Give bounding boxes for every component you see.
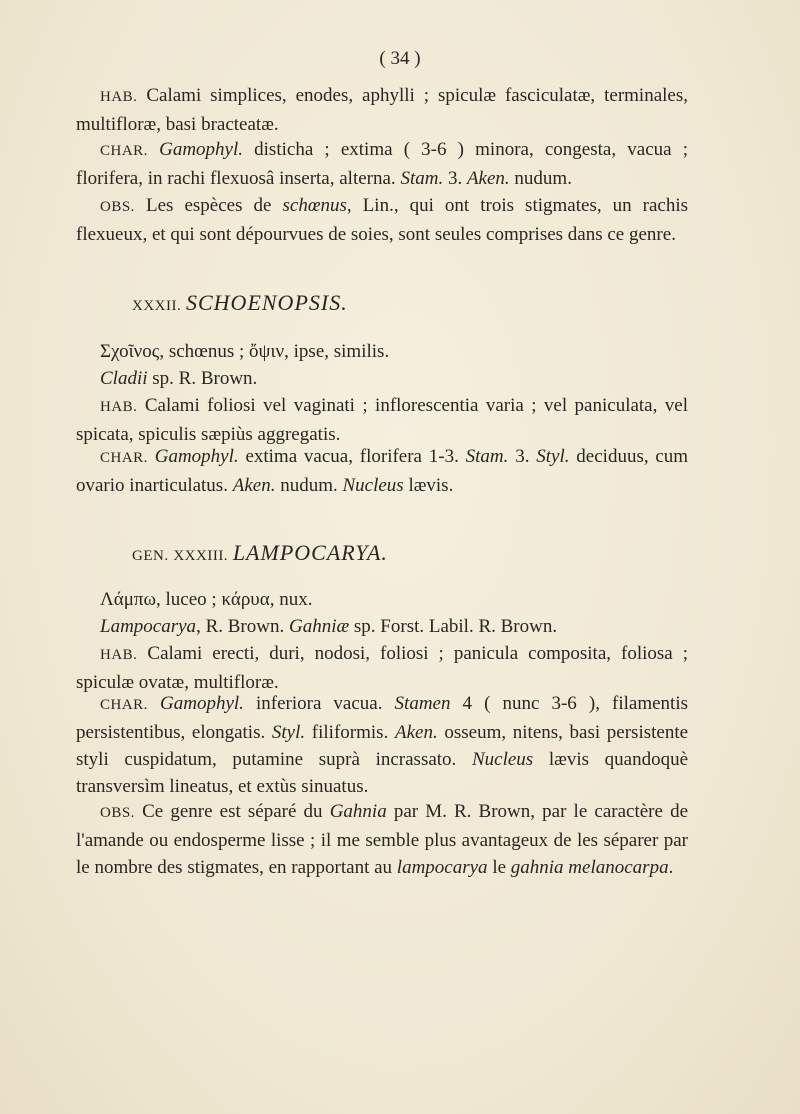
hab-label: HAB. (100, 399, 138, 415)
character-paragraph-1 (76, 136, 688, 192)
styl-term: Styl. (271, 722, 306, 743)
character-paragraph-3 (76, 690, 688, 800)
gahnia-melanocarpa-term: gahnia melanocarpa (510, 857, 669, 878)
char-text-1: inferiora vacua. (255, 693, 383, 714)
observation-paragraph-2 (76, 798, 688, 881)
obs-text-2: par M. R. Brown, par le caractère de l'amande ou endosperme lisse ; il me semble plus avantageux de les séparer par le nombre des stigmates, en rapportant au (76, 801, 689, 878)
aken-term: Aken. (232, 475, 276, 496)
stam-term: Stam. (465, 446, 509, 467)
obs-text-1: Les espèces de (145, 195, 272, 216)
etymology-text-2: , nux. (269, 589, 313, 610)
greek-word-2: ὄψιν (249, 341, 285, 362)
obs-text-4: . (668, 857, 674, 878)
hab-label: HAB. (100, 647, 138, 663)
obs-label: OBS. (100, 199, 135, 215)
etymology-text-1: , schœnus ; (159, 341, 245, 362)
greek-word-1: Σχοῖνος (100, 341, 160, 362)
synonym-schoenopsis (100, 365, 690, 392)
habitat-paragraph-3 (76, 640, 688, 696)
hab-text: Calami erecti, duri, nodosi, foliosi ; panicula composita, foliosa ; spiculæ ovatæ, multifloræ. (76, 643, 688, 693)
styl-term: Styl. (536, 446, 570, 467)
gamophyl-term: Gamophyl. (154, 446, 239, 467)
stam-value: 3. (447, 168, 463, 189)
schoenus-term: schœnus (282, 195, 347, 216)
genus-name: LAMPOCARYA. (232, 540, 388, 565)
observation-paragraph-1 (76, 192, 688, 248)
aken-text: nudum. (280, 475, 338, 496)
etymology-schoenopsis (100, 338, 690, 365)
etymology-text-1: , luceo ; (156, 589, 217, 610)
habitat-paragraph-1 (76, 82, 688, 138)
stam-value: 3. (515, 446, 530, 467)
synonym-text-2: sp. Forst. Labil. R. Brown. (353, 616, 558, 637)
char-text-4: osseum, nitens, basi persistente styli cuspidatum, putamine suprà incrassato. (76, 722, 689, 770)
obs-label: OBS. (100, 805, 135, 821)
char-label: CHAR. (100, 697, 148, 713)
etymology-lampocarya (100, 586, 690, 613)
hab-label: HAB. (100, 89, 138, 105)
genus-heading-lampocarya (132, 539, 672, 570)
styl-text: deciduus, cum ovario inarticulatus. (76, 446, 689, 496)
nucleus-term: Nucleus (471, 749, 534, 770)
gahniae-term: Gahniæ (288, 616, 350, 637)
etymology-text-2: , ipse, similis. (284, 341, 390, 362)
hab-text: Calami simplices, enodes, aphylli ; spiculæ fasciculatæ, terminales, multifloræ, basi bracteatæ. (76, 85, 688, 135)
greek-word-2: κάρυα (221, 589, 270, 610)
character-paragraph-2 (76, 443, 688, 499)
char-label: CHAR. (100, 143, 148, 159)
synonym-text-1: , R. Brown. (196, 616, 285, 637)
synonym-lampocarya (100, 613, 690, 640)
genus-name: SCHOENOPSIS. (186, 290, 348, 315)
nucleus-term: Nucleus (342, 475, 404, 496)
char-text-2: 4 ( nunc 3-6 ), filamentis persistentibus, elongatis. (76, 693, 688, 743)
char-text: extima vacua, florifera 1-3. (245, 446, 459, 467)
genus-number: XXXIII. (173, 548, 229, 564)
genus-number: XXXII. (132, 298, 182, 314)
char-text-3: filiformis. (311, 722, 389, 743)
nucleus-text: lævis. (408, 475, 454, 496)
gen-label: GEN. (132, 548, 169, 564)
cladii-term: Cladii (100, 368, 148, 389)
stamen-term: Stamen (394, 693, 451, 714)
greek-word-1: Λάμπω (100, 589, 157, 610)
char-label: CHAR. (100, 450, 148, 466)
aken-term: Aken. (466, 168, 510, 189)
hab-text: Calami foliosi vel vaginati ; inflorescentia varia ; vel paniculata, vel spicata, spiculis sæpiùs aggregatis. (76, 395, 688, 445)
aken-text: nudum. (514, 168, 572, 189)
lampocarya-term: lampocarya (396, 857, 488, 878)
char-text-5: lævis quandoquè transversìm lineatus, et extùs sinuatus. (76, 749, 689, 797)
synonym-text: sp. R. Brown. (152, 368, 258, 389)
obs-text-2: , Lin., qui ont trois stigmates, un rachis flexueux, et qui sont dépourvues de soies, sont seules comprises dans ce genre. (76, 195, 689, 245)
obs-text-1: Ce genre est séparé du (142, 801, 323, 822)
char-text: disticha ; extima ( 3-6 ) minora, congesta, vacua ; florifera, in rachi flexuosâ inserta, alterna. (76, 139, 688, 189)
habitat-paragraph-2 (76, 392, 688, 448)
lampocarya-term: Lampocarya (100, 616, 197, 637)
stam-term: Stam. (400, 168, 444, 189)
gahnia-term: Gahnia (329, 801, 387, 822)
genus-heading-schoenopsis (132, 289, 632, 320)
gamophyl-term: Gamophyl. (160, 693, 244, 714)
gamophyl-term: Gamophyl. (159, 139, 243, 160)
page-number: ( 34 ) (379, 48, 421, 69)
aken-term: Aken. (394, 722, 438, 743)
obs-text-3: le (492, 857, 507, 878)
